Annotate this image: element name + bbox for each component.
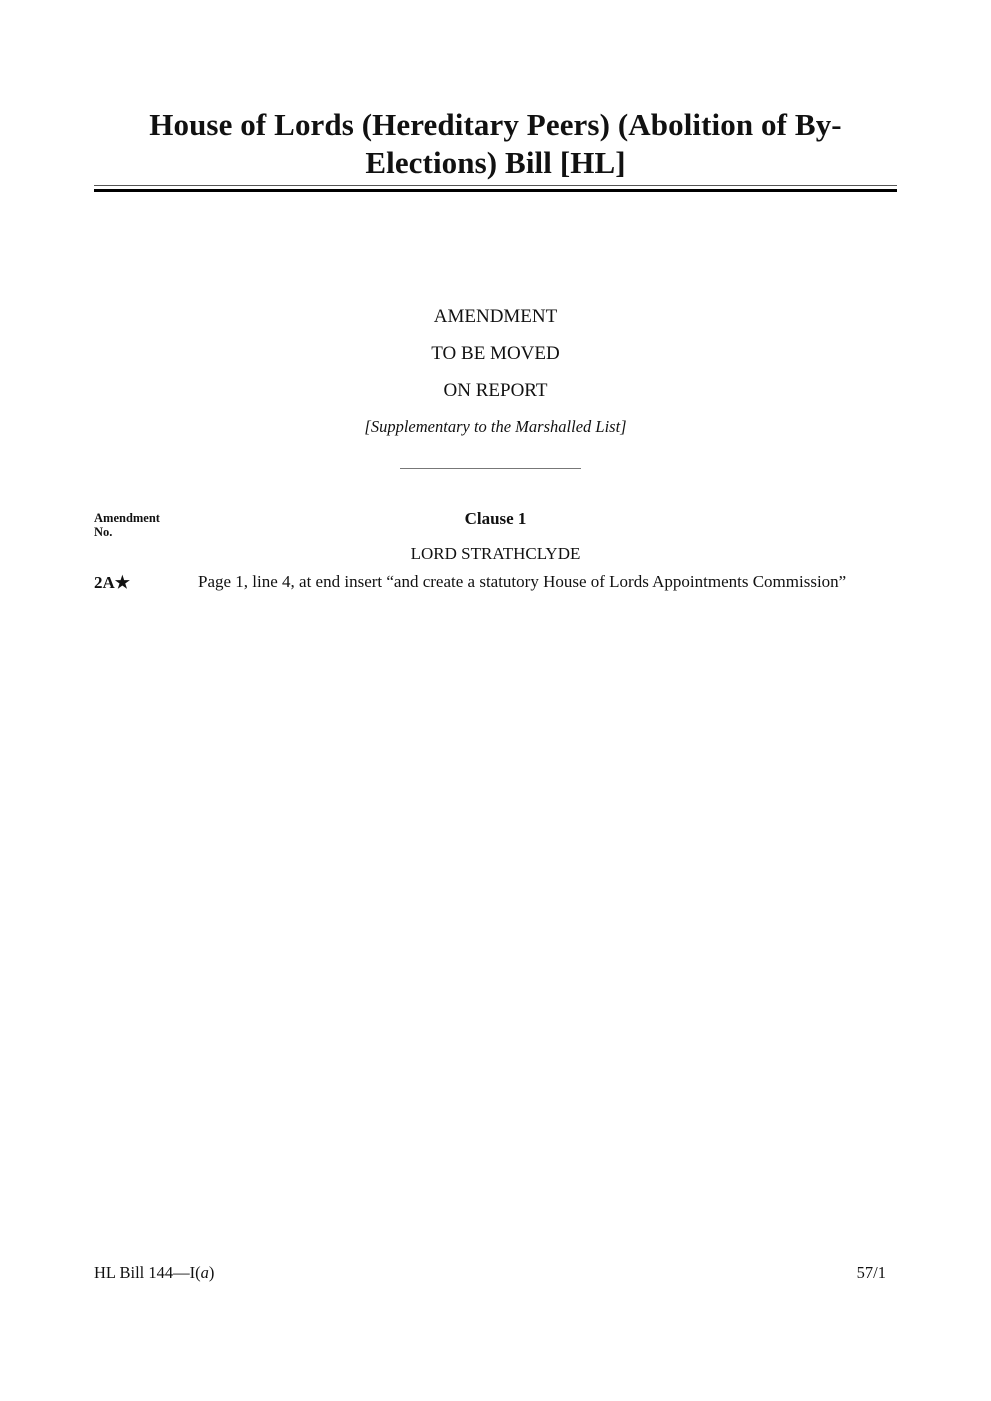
amendment-text: Page 1, line 4, at end insert “and create a statutory House of Lords Appointments Commission”: [198, 572, 847, 591]
page-reference: 57/1: [856, 1263, 886, 1282]
bill-reference-suffix: ): [208, 1263, 215, 1282]
clause-heading: Clause 1: [464, 509, 527, 528]
amendment-mover: LORD STRATHCLYDE: [410, 544, 581, 563]
heading-supplementary-note: [Supplementary to the Marshalled List]: [364, 417, 627, 436]
heading-on-report: ON REPORT: [443, 380, 548, 401]
heading-to-be-moved: TO BE MOVED: [431, 343, 560, 364]
bill-reference-prefix: HL Bill 144—I(: [94, 1263, 201, 1282]
amendment-number: 2A★: [94, 573, 131, 592]
column-label-line-2: No.: [94, 525, 113, 539]
heading-amendment: AMENDMENT: [433, 306, 558, 327]
bill-reference-italic: a: [200, 1263, 209, 1282]
title-rule-thin: [94, 185, 897, 186]
column-label-line-1: Amendment: [94, 511, 160, 525]
bill-reference: [94, 1263, 214, 1283]
document-title: House of Lords (Hereditary Peers) (Abolition of By-Elections) Bill [HL]: [149, 107, 842, 180]
amendment-heading-block: [94, 305, 897, 439]
section-divider: [400, 468, 581, 469]
title-rule-thick: [94, 189, 897, 192]
